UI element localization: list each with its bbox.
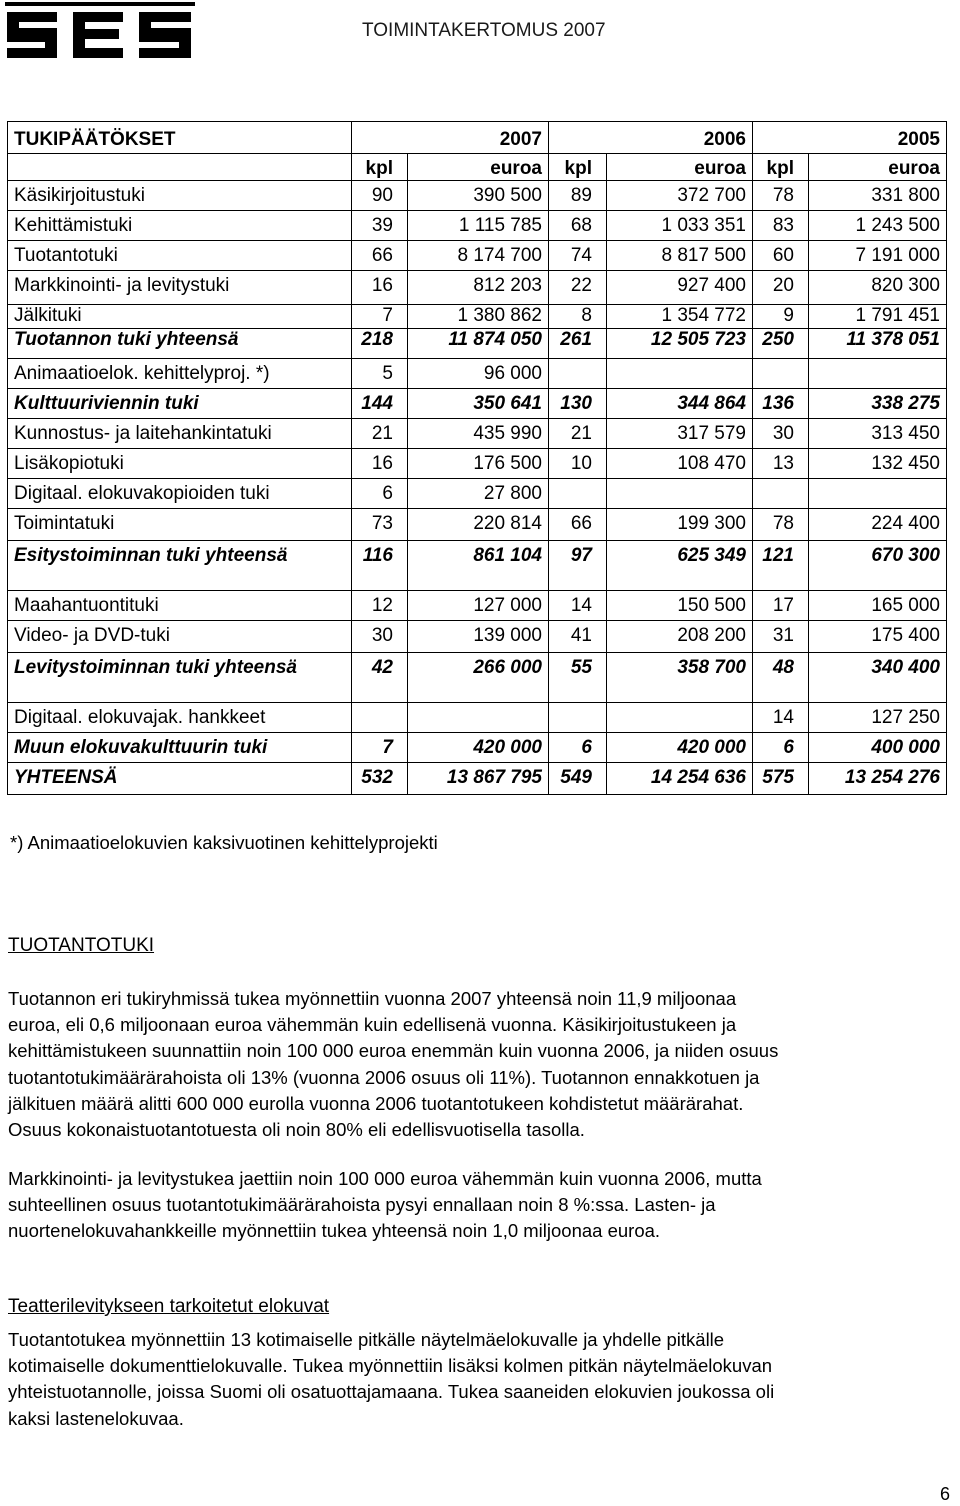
count-cell: 73 (352, 509, 408, 541)
row-label: Esitystoiminnan tuki yhteensä (8, 541, 352, 591)
amount-cell: 1 354 772 (607, 305, 753, 329)
amount-cell: 11 874 050 (408, 329, 549, 359)
count-cell: 89 (549, 181, 607, 211)
amount-cell (408, 703, 549, 733)
amount-cell (607, 359, 753, 389)
amount-cell: 317 579 (607, 419, 753, 449)
count-cell: 6 (549, 733, 607, 763)
amount-cell: 1 791 451 (809, 305, 947, 329)
paragraph-line: Tuotantotukea myönnettiin 13 kotimaiselle pitkälle näytelmäelokuvalle ja yhdelle pitkälle (8, 1329, 725, 1350)
paragraph-line: tuotantotukimäärärahoista oli 13% (vuonna 2006 osuus oli 11%). Tuotannon ennakkotuen ja (8, 1066, 760, 1088)
amount-cell: 927 400 (607, 271, 753, 305)
count-cell: 30 (352, 621, 408, 653)
amount-cell: 14 254 636 (607, 763, 753, 795)
count-cell: 6 (352, 479, 408, 509)
amount-cell: 127 250 (809, 703, 947, 733)
amount-cell: 224 400 (809, 509, 947, 541)
paragraph-line: suhteellinen osuus tuotantotukimäärärahoista pysyi ennallaan noin 8 %:ssa. Lasten- ja (8, 1194, 716, 1216)
amount-cell: 108 470 (607, 449, 753, 479)
table-row (8, 389, 947, 419)
amount-cell: 1 243 500 (809, 211, 947, 241)
amount-cell: 338 275 (809, 389, 947, 419)
amount-cell: 344 864 (607, 389, 753, 419)
count-cell: 121 (753, 541, 809, 591)
row-label: Lisäkopiotuki (8, 449, 352, 479)
table-row (8, 329, 947, 359)
amount-cell: 400 000 (809, 733, 947, 763)
paragraph-line: kehittämistukeen suunnattiin noin 100 000 euroa enemmän kuin vuonna 2006, ja niiden osuus (8, 1040, 779, 1062)
amount-cell: 1 033 351 (607, 211, 753, 241)
count-cell: 21 (549, 419, 607, 449)
count-cell: 10 (549, 449, 607, 479)
page-number: 6 (940, 1484, 951, 1504)
count-cell: 48 (753, 653, 809, 703)
section-heading-tuotantotuki: TUOTANTOTUKI (8, 935, 155, 956)
amount-cell: 812 203 (408, 271, 549, 305)
count-cell: 78 (753, 181, 809, 211)
row-label: Tuotantotuki (8, 241, 352, 271)
count-cell: 66 (549, 509, 607, 541)
table-unit-row (8, 154, 947, 181)
table-row (8, 541, 947, 591)
count-cell: 97 (549, 541, 607, 591)
year-2005: 2005 (753, 122, 947, 154)
count-cell: 41 (549, 621, 607, 653)
amount-cell: 12 505 723 (607, 329, 753, 359)
row-label: Jälkituki (8, 305, 352, 329)
count-cell: 17 (753, 591, 809, 621)
footnote: *) Animaatioelokuvien kaksivuotinen kehittelyprojekti (10, 832, 438, 853)
count-cell: 55 (549, 653, 607, 703)
paragraph-line: Osuus kokonaistuotantotuesta oli noin 80% eli edellisvuotisella tasolla. (8, 1119, 585, 1141)
count-cell: 7 (352, 305, 408, 329)
amount-cell: 165 000 (809, 591, 947, 621)
row-label: Animaatioelok. kehittelyproj. *) (8, 359, 352, 389)
table-row (8, 305, 947, 329)
count-cell: 218 (352, 329, 408, 359)
count-cell: 60 (753, 241, 809, 271)
amount-cell: 27 800 (408, 479, 549, 509)
count-cell: 74 (549, 241, 607, 271)
amount-cell: 266 000 (408, 653, 549, 703)
paragraph-line: nuortenelokuvahankkeille myönnettiin tukea yhteensä noin 1,0 miljoonaa euroa. (8, 1220, 661, 1242)
amount-cell: 1 115 785 (408, 211, 549, 241)
amount-cell: 150 500 (607, 591, 753, 621)
amount-cell (607, 703, 753, 733)
amount-cell: 372 700 (607, 181, 753, 211)
count-cell (549, 479, 607, 509)
count-cell: 116 (352, 541, 408, 591)
unit-euroa: euroa (809, 154, 947, 181)
amount-cell (607, 479, 753, 509)
table-row (8, 509, 947, 541)
count-cell: 575 (753, 763, 809, 795)
amount-cell: 220 814 (408, 509, 549, 541)
amount-cell: 340 400 (809, 653, 947, 703)
table-row (8, 181, 947, 211)
count-cell: 90 (352, 181, 408, 211)
count-cell (753, 479, 809, 509)
section-heading-theatrical-films: Teatterilevitykseen tarkoitetut elokuvat (8, 1296, 330, 1317)
table-row (8, 653, 947, 703)
table-row (8, 591, 947, 621)
amount-cell: 8 174 700 (408, 241, 549, 271)
count-cell: 83 (753, 211, 809, 241)
amount-cell: 208 200 (607, 621, 753, 653)
table-year-row (8, 122, 947, 154)
unit-kpl: kpl (753, 154, 809, 181)
table-row (8, 271, 947, 305)
count-cell: 12 (352, 591, 408, 621)
paragraph-line: Tuotannon eri tukiryhmissä tukea myönnettiin vuonna 2007 yhteensä noin 11,9 miljoonaa (8, 988, 737, 1009)
amount-cell: 820 300 (809, 271, 947, 305)
count-cell: 30 (753, 419, 809, 449)
table-row (8, 359, 947, 389)
paragraph-theatrical-films (8, 1327, 948, 1432)
unit-euroa: euroa (408, 154, 549, 181)
amount-cell: 331 800 (809, 181, 947, 211)
amount-cell: 8 817 500 (607, 241, 753, 271)
row-label: Kunnostus- ja laitehankintatuki (8, 419, 352, 449)
year-2007: 2007 (352, 122, 549, 154)
paragraph-line: euroa, eli 0,6 miljoonaan euroa vähemmän kuin edellisenä vuonna. Käsikirjoitustukeen ja (8, 1014, 737, 1036)
unit-kpl: kpl (549, 154, 607, 181)
count-cell: 14 (549, 591, 607, 621)
table-body (8, 181, 947, 795)
amount-cell: 313 450 (809, 419, 947, 449)
paragraph-production-support (8, 986, 948, 1143)
amount-cell: 435 990 (408, 419, 549, 449)
count-cell: 21 (352, 419, 408, 449)
row-label: Maahantuontituki (8, 591, 352, 621)
paragraph-line: yhteistuotannolle, joissa Suomi oli osatuottajamaana. Tukea saaneiden elokuvien joukossa oli (8, 1381, 775, 1403)
count-cell: 66 (352, 241, 408, 271)
amount-cell: 420 000 (408, 733, 549, 763)
row-label: Käsikirjoitustuki (8, 181, 352, 211)
count-cell: 532 (352, 763, 408, 795)
count-cell: 42 (352, 653, 408, 703)
count-cell: 9 (753, 305, 809, 329)
amount-cell: 127 000 (408, 591, 549, 621)
table-row (8, 763, 947, 795)
count-cell (549, 359, 607, 389)
count-cell: 13 (753, 449, 809, 479)
count-cell: 14 (753, 703, 809, 733)
ses-logo (5, 2, 195, 60)
count-cell: 16 (352, 271, 408, 305)
table-row (8, 733, 947, 763)
row-label: Digitaal. elokuvakopioiden tuki (8, 479, 352, 509)
unit-kpl: kpl (352, 154, 408, 181)
amount-cell: 199 300 (607, 509, 753, 541)
count-cell: 78 (753, 509, 809, 541)
amount-cell: 132 450 (809, 449, 947, 479)
table-row (8, 621, 947, 653)
row-label: Digitaal. elokuvajak. hankkeet (8, 703, 352, 733)
amount-cell: 625 349 (607, 541, 753, 591)
count-cell: 261 (549, 329, 607, 359)
table-row (8, 241, 947, 271)
amount-cell: 139 000 (408, 621, 549, 653)
table-row (8, 449, 947, 479)
amount-cell: 13 254 276 (809, 763, 947, 795)
amount-cell: 420 000 (607, 733, 753, 763)
count-cell: 39 (352, 211, 408, 241)
amount-cell: 861 104 (408, 541, 549, 591)
count-cell: 16 (352, 449, 408, 479)
count-cell: 5 (352, 359, 408, 389)
support-decisions-table (7, 121, 947, 795)
row-label: Markkinointi- ja levitystuki (8, 271, 352, 305)
count-cell: 22 (549, 271, 607, 305)
count-cell: 31 (753, 621, 809, 653)
row-label: YHTEENSÄ (8, 763, 352, 795)
row-label: Kulttuuriviennin tuki (8, 389, 352, 419)
amount-cell: 390 500 (408, 181, 549, 211)
amount-cell: 13 867 795 (408, 763, 549, 795)
amount-cell: 358 700 (607, 653, 753, 703)
table-row (8, 703, 947, 733)
count-cell (753, 359, 809, 389)
row-label: Muun elokuvakulttuurin tuki (8, 733, 352, 763)
amount-cell (809, 359, 947, 389)
paragraph-line: kaksi lastenelokuvaa. (8, 1407, 184, 1429)
paragraph-marketing-support (8, 1166, 948, 1245)
count-cell (549, 703, 607, 733)
paragraph-line: Markkinointi- ja levitystukea jaettiin noin 100 000 euroa vähemmän kuin vuonna 2006, mutta (8, 1168, 762, 1189)
count-cell: 7 (352, 733, 408, 763)
count-cell: 549 (549, 763, 607, 795)
table-row (8, 211, 947, 241)
row-label: Toimintatuki (8, 509, 352, 541)
unit-euroa: euroa (607, 154, 753, 181)
count-cell (352, 703, 408, 733)
amount-cell: 7 191 000 (809, 241, 947, 271)
row-label: Kehittämistuki (8, 211, 352, 241)
amount-cell: 176 500 (408, 449, 549, 479)
count-cell: 8 (549, 305, 607, 329)
count-cell: 144 (352, 389, 408, 419)
amount-cell (809, 479, 947, 509)
row-label: Levitystoiminnan tuki yhteensä (8, 653, 352, 703)
paragraph-line: kotimaiselle dokumenttielokuvalle. Tukea myönnettiin lisäksi kolmen pitkän näytelmäelokuvan (8, 1355, 773, 1377)
amount-cell: 96 000 (408, 359, 549, 389)
amount-cell: 670 300 (809, 541, 947, 591)
amount-cell: 11 378 051 (809, 329, 947, 359)
year-2006: 2006 (549, 122, 753, 154)
count-cell: 68 (549, 211, 607, 241)
table-row (8, 479, 947, 509)
count-cell: 6 (753, 733, 809, 763)
count-cell: 130 (549, 389, 607, 419)
count-cell: 136 (753, 389, 809, 419)
report-title: TOIMINTAKERTOMUS 2007 (362, 20, 606, 41)
row-label: Video- ja DVD-tuki (8, 621, 352, 653)
count-cell: 250 (753, 329, 809, 359)
table-title: TUKIPÄÄTÖKSET (8, 122, 352, 154)
amount-cell: 175 400 (809, 621, 947, 653)
count-cell: 20 (753, 271, 809, 305)
row-label: Tuotannon tuki yhteensä (8, 329, 352, 359)
amount-cell: 1 380 862 (408, 305, 549, 329)
amount-cell: 350 641 (408, 389, 549, 419)
table-row (8, 419, 947, 449)
paragraph-line: jälkituen määrä alitti 600 000 eurolla vuonna 2006 tuotantotukeen kohdistetut määrärahat. (8, 1092, 744, 1114)
